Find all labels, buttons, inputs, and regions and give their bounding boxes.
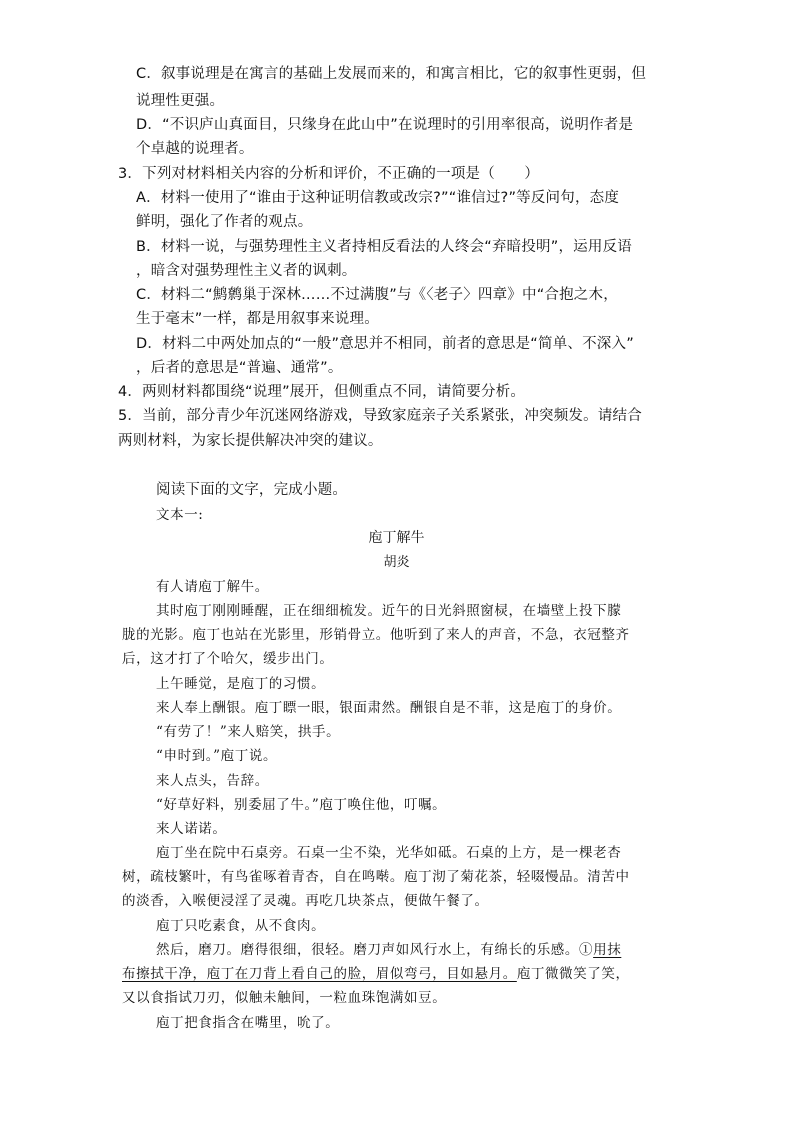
paragraph: 来人奉上酬银。庖丁瞟一眼，银面肃然。酬银自是不菲，这是庖丁的身价。 [156, 700, 622, 716]
q3-option-a-line1: A．材料一使用了“谁由于这种证明信教或改宗?”“谁信过?”等反问句，态度 [136, 190, 620, 206]
passage-author: 胡炎 [383, 555, 410, 570]
paragraph: 有人请庖丁解牛。 [156, 579, 269, 595]
q5-stem-line2: 两则材料，为家长提供解决冲突的建议。 [118, 433, 383, 449]
q3-option-d-line1: D．材料二中两处加点的“一般”意思并不相同，前者的意思是“简单、不深入” [136, 336, 634, 352]
q3-stem: 3．下列对材料相关内容的分析和评价，不正确的一项是（ ） [118, 166, 540, 182]
paragraph-line: 胧的光影。庖丁也站在光影里，形销骨立。他听到了来人的声音，不急，衣冠整齐 [122, 627, 630, 643]
paragraph: “有劳了！”来人赔笑，拱手。 [156, 724, 341, 740]
reading-instruction: 阅读下面的文字，完成小题。 [156, 482, 348, 498]
q2-option-c-line1: C．叙事说理是在寓言的基础上发展而来的，和寓言相比，它的叙事性更弱，但 [136, 66, 647, 82]
paragraph-line: 树，疏枝繁叶，有鸟雀啄着青杏，自在鸣啭。庖丁沏了菊花茶，轻啜慢品。清苦中 [122, 869, 630, 885]
underlined-sentence: 布擦拭干净，庖丁在刀背上看自己的脸，眉似弯弓，目如悬月。 [122, 966, 517, 982]
paragraph-text: 然后，磨刀。磨得很细，很轻。磨刀声如风行水上，有绵长的乐感。① [156, 942, 594, 958]
q2-option-d-line2: 个卓越的说理者。 [136, 141, 254, 157]
paragraph-line: 后，这才打了个哈欠，缓步出门。 [122, 651, 334, 667]
paragraph-line: 其时庖丁刚刚睡醒，正在细细梳发。近午的日光斜照窗棂，在墙壁上投下朦 [156, 603, 622, 619]
q3-option-a-line2: 鲜明，强化了作者的观点。 [136, 214, 313, 230]
paragraph-line: 的淡香，入喉便浸淫了灵魂。再吃几块茶点，便做午餐了。 [122, 893, 489, 909]
passage-title: 庖丁解牛 [368, 530, 425, 546]
paragraph: 来人诺诺。 [156, 821, 227, 837]
paragraph: 庖丁把食指含在嘴里，吮了。 [156, 1015, 340, 1031]
paragraph-text: 庖丁微微笑了笑， [516, 966, 630, 982]
q2-option-d-line1: D．“不识庐山真面目，只缘身在此山中”在说理时的引用率很高，说明作者是 [136, 117, 634, 133]
q5-stem-line1: 5．当前，部分青少年沉迷网络游戏，导致家庭亲子关系紧张，冲突频发。请结合 [118, 408, 642, 424]
paragraph-line [122, 964, 630, 984]
paragraph: “好草好料，别委屈了牛。”庖丁唤住他，叮嘱。 [156, 797, 447, 813]
q3-option-b-line2: ，暗含对强势理性主义者的讽刺。 [136, 263, 357, 279]
paragraph: 上午睡觉，是庖丁的习惯。 [156, 676, 326, 692]
paragraph-line: 又以食指试刀刃，似触未触间，一粒血珠饱满如豆。 [122, 990, 447, 1006]
paragraph-line: 庖丁坐在院中石桌旁。石桌一尘不染，光华如砥。石桌的上方，是一棵老杏 [156, 845, 622, 861]
q3-option-d-line2: ，后者的意思是“普遍、通常”。 [136, 360, 343, 376]
q3-option-c-line2: 生于毫末”一样，都是用叙事来说理。 [136, 311, 379, 327]
paragraph: 庖丁只吃素食，从不食肉。 [156, 918, 326, 934]
paragraph-line [156, 940, 621, 960]
q3-option-b-line1: B．材料一说，与强势理性主义者持相反看法的人终会“弃暗投明”，运用反语 [136, 239, 632, 255]
paragraph: 来人点头，告辞。 [156, 773, 269, 789]
text-label: 文本一: [156, 507, 204, 523]
q4-stem: 4．两则材料都围绕“说理”展开，但侧重点不同，请简要分析。 [118, 384, 526, 400]
paragraph: “申时到。”庖丁说。 [156, 748, 278, 764]
q2-option-c-line2: 说理性更强。 [136, 93, 225, 109]
underlined-sentence: 用抹 [593, 942, 622, 958]
q3-option-c-line1: C．材料二“鹪鹩巢于深林……不过满腹”与《〈老子〉四章》中“合抱之木， [136, 287, 618, 303]
